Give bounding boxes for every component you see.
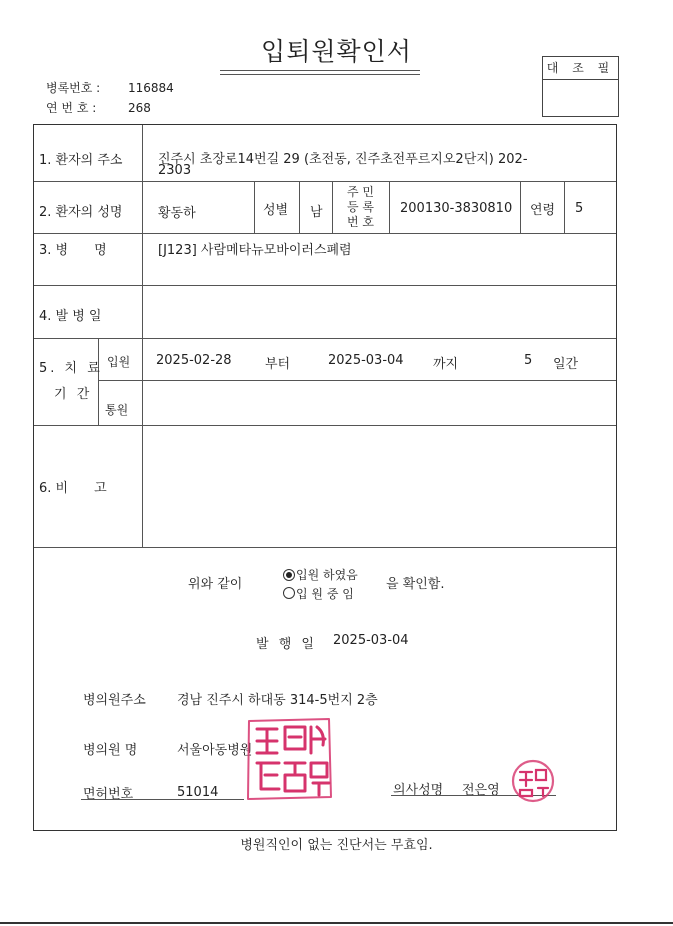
period-label-2: 기 간 xyxy=(54,387,93,402)
record-number: 116884 xyxy=(128,81,174,95)
review-box xyxy=(542,56,619,117)
sex-label: 성별 xyxy=(263,203,289,218)
remarks-label: 6. 비 고 xyxy=(39,481,107,496)
inpatient-from: 부터 xyxy=(265,357,291,372)
id-label-2: 등 록 xyxy=(347,200,374,214)
confirm-suffix: 을 확인함. xyxy=(386,577,445,592)
patient-name: 황동하 xyxy=(158,206,196,221)
footer-note: 병원직인이 없는 진단서는 무효임. xyxy=(240,838,433,853)
record-number-label: 병록번호 : xyxy=(46,81,101,95)
outpatient-label: 통원 xyxy=(105,403,129,417)
issue-date-label: 발 행 일 xyxy=(256,637,317,652)
address-line-2: 2303 xyxy=(158,163,192,178)
sex-value: 남 xyxy=(310,205,323,220)
id-label-3: 번 호 xyxy=(347,215,374,229)
doctor-name: 전은영 xyxy=(462,783,500,798)
title-underline xyxy=(220,70,420,71)
address-label: 1. 환자의 주소 xyxy=(39,153,123,168)
license-number: 51014 xyxy=(177,785,219,800)
disease-label: 3. 병 명 xyxy=(39,243,107,258)
issue-date: 2025-03-04 xyxy=(333,633,409,648)
review-box-label: 대 조 필 xyxy=(543,57,618,80)
hospital-name-label: 병의원 명 xyxy=(83,743,138,758)
period-label-1: 5. 치 료 xyxy=(39,361,103,376)
name-label: 2. 환자의 성명 xyxy=(39,205,123,220)
age-value: 5 xyxy=(575,201,584,216)
hospital-address: 경남 진주시 하대동 314-5번지 2층 xyxy=(177,693,378,708)
radio-admitted-icon[interactable] xyxy=(283,569,295,581)
hospital-address-label: 병의원주소 xyxy=(83,693,146,708)
radio-in-hospital-icon[interactable] xyxy=(283,587,295,599)
address-line-1: 진주시 초장로14번길 29 (초전동, 진주초전푸르지오2단지) 202- xyxy=(158,152,528,167)
option-admitted: 입원 하였음 xyxy=(296,568,358,582)
doctor-seal-icon xyxy=(510,758,556,804)
id-label-1: 주 민 xyxy=(347,185,374,199)
inpatient-end: 2025-03-04 xyxy=(328,353,404,368)
license-label: 면허번호 xyxy=(83,787,134,802)
bottom-edge xyxy=(0,922,673,924)
serial-number: 268 xyxy=(128,101,151,115)
hospital-seal-icon xyxy=(243,713,335,803)
onset-label: 4. 발 병 일 xyxy=(39,309,102,324)
title-underline-2 xyxy=(220,74,420,75)
inpatient-days: 5 xyxy=(524,353,533,368)
disease-value: [J123] 사람메타뉴모바이러스폐렴 xyxy=(158,243,352,258)
inpatient-days-unit: 일간 xyxy=(553,357,579,372)
document-title: 입퇴원확인서 xyxy=(261,37,412,66)
confirm-prefix: 위와 같이 xyxy=(188,577,243,592)
serial-number-label: 연 번 호 : xyxy=(46,101,97,115)
inpatient-start: 2025-02-28 xyxy=(156,353,232,368)
doctor-label: 의사성명 xyxy=(393,783,444,798)
age-label: 연령 xyxy=(530,203,556,218)
hospital-name: 서울아동병원 xyxy=(177,743,253,758)
resident-id-number: 200130-3830810 xyxy=(400,201,513,216)
inpatient-to: 까지 xyxy=(433,357,459,372)
option-in-hospital: 입 원 중 임 xyxy=(296,587,354,601)
inpatient-label: 입원 xyxy=(107,355,131,369)
